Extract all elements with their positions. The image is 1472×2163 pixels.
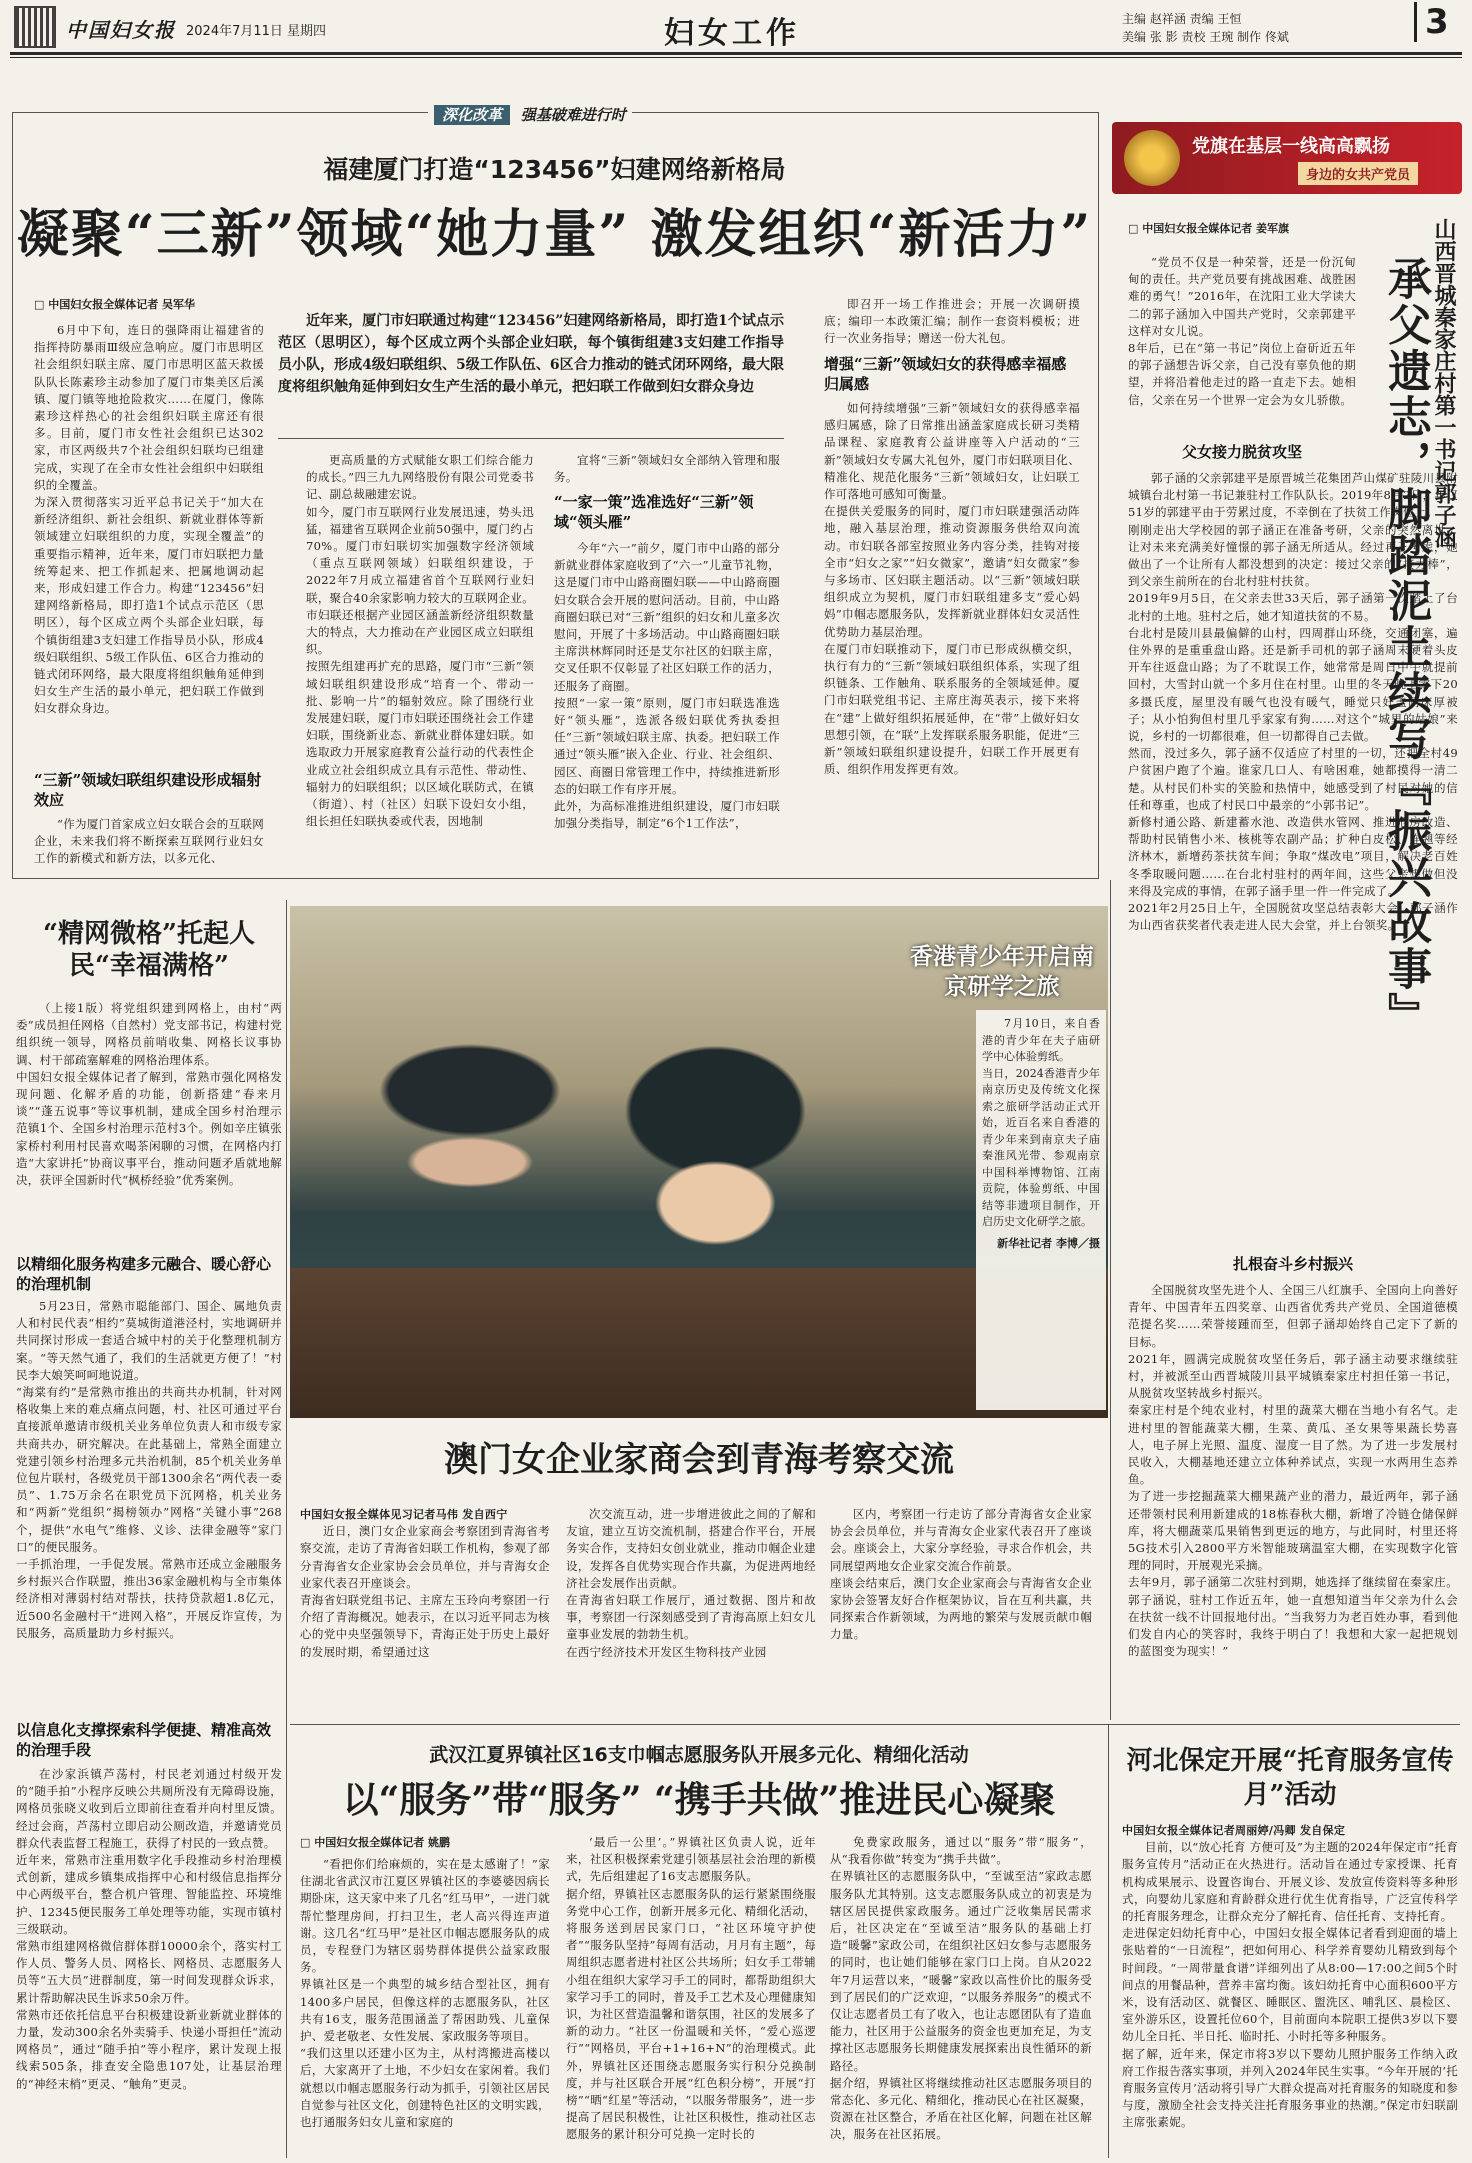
macau-headline: 澳门女企业家商会到青海考察交流 (444, 1440, 954, 1480)
photo-title: 香港青少年开启南京研学之旅 (910, 943, 1094, 1000)
photo (290, 906, 1108, 1418)
feature-subhead-1: “三新”领域妇联组织建设形成辐射效应 (34, 771, 262, 809)
macau-col-1-text: 近日，澳门女企业家商会考察团到青海省考察交流，走访了青海省妇联工作机构，参观了部分青海省女企业家协会会员单位，并与青海女企业家代表召开座谈会。 青海省妇联党组书记、主席左玉玲向考察团一行介绍了青海概况。她表示，在以习近平同志为核心的党中央坚强领导下，青海正处于历史上最好的发展时期，希望通过这 (300, 1524, 550, 1659)
masthead-rule (10, 52, 1462, 55)
photo-caption: 7月10日，来自香港的青少年在夫子庙研学中心体验剪纸。 当日，2024香港青少年南京历史及传统文化探索之旅研学活动正式开始，近百名来自香港的青少年来到南京夫子庙秦淮风光带、参观南京中国科举博物馆、江南贡院，体验剪纸、中国结等非遗项目制作，开启历史文化研学之旅。 (982, 1017, 1100, 1228)
feature-headline: 凝聚“三新”领域“她力量” 激发组织“新活力” (16, 204, 1093, 265)
sidebar-banner-title: 党旗在基层一线高高飘扬 (1192, 136, 1390, 157)
feature-byline: □ 中国妇女报全媒体记者 吴军华 (34, 298, 196, 311)
grid-p3 (16, 1766, 282, 2156)
macau-col-2-text: 次交流互动，进一步增进彼此之间的了解和友谊，建立互访交流机制，搭建合作平台，开展务实合作，支持妇女创业就业，推动巾帼企业建设，发挥各自优势实现合作共赢，为促进两地经济社会发展作出贡献。 在青海省妇联工作展厅，通过数据、图片和故事，考察团一行深刻感受到了青海高原上妇女儿童事业发展的勃勃生机。 在西宁经济技术开发区生物科技产业园 (566, 1507, 816, 1659)
baoding-body (1122, 1822, 1458, 2156)
qr-code-icon (14, 6, 56, 48)
grid-p2 (16, 1298, 282, 1720)
sidebar-banner-sub: 身边的女共产党员 (1298, 162, 1418, 185)
paper-name: 中国妇女报 (66, 18, 176, 42)
wuhan-col-2-text: ‘最后一公里’。”界镇社区负责人说，近年来，社区积极探索党建引领基层社会治理的新模式，先后组建起了16支志愿服务队。 据介绍，界镇社区志愿服务队的运行紧紧围绕服务党中心工作，创新开展多元化、精细化活动，将服务送到居民家门口，“社区环境守护使者”“服务队坚持”每周有活动，月月有主题”，每周组织志愿者进村社区公共场所；妇女手工带辅小组在组织大家学习手工的同时，都帮助组织大家学习手工的同时，普及手工艺术及心理健康知识，为社区营造温馨和谐氛围，社区的发展多了新的动力。“社区一份温暖和关怀，“爱心巡逻行”“网格员，平台+1+16+N”的治理模式。此外，界镇社区还围绕志愿服务实行积分兑换制度，并与社区联合开展“红色积分榜”，开展“打榜”“晒“红星”等活动，“以服务带服务”，进一步提高了居民积极性，让社区积极性，推动社区志愿服务的累计积分可兑换一定时长的 (566, 1835, 816, 2142)
party-emblem-icon (1124, 130, 1180, 186)
date-line: 2024年7月11日 星期四 (186, 24, 327, 39)
grid-headline: “精网微格”托起人民“幸福满格” (43, 919, 255, 981)
feature-col-2 (306, 452, 534, 870)
macau-col-1 (300, 1506, 550, 1716)
sidebar-banner (1112, 122, 1462, 194)
wuhan-headline: 以“服务”带“服务” “携手共做”推进民心凝聚 (342, 1779, 1056, 1821)
sidebar-subhead-1: 父女接力脱贫攻坚 (1181, 443, 1302, 461)
macau-byline: 中国妇女报全媒体见习记者马伟 发自西宁 (300, 1508, 508, 1521)
macau-col-2 (566, 1506, 816, 1716)
wuhan-col-1 (300, 1856, 550, 2156)
grid-divider (286, 900, 287, 2158)
grid-p2-text: 5月23日，常熟市聪能部门、国企、属地负责人和村民代表“相约”莫城街道港泾村，实地调研并共同探讨形成一套适合城中村的关于化整理机制方案。“等天然气通了，我们的生活就更方便了！”村民李大娘笑呵呵地说道。 “海棠有约”是常熟市推出的共商共办机制，针对网格收集上来的难点痛点问题，村、社区可通过平台直接派单邀请市级机关业务单位负责人和市级专家共商共办，研究解决。在此基础上，常熟全面建立党建引领乡村治理多元共治机制，85个机关业务单位包片联村，各级党员干部1300余名“两代表一委员”、1.75万余名在职党员下沉网格，机关业务和“两新”党组织“揭榜领办”网格“关键小事”268个，提供“水电气”维修、义诊、法律金融等“家门口”的便民服务。 一手抓治理，一手促发展。常熟市还成立金融服务乡村振兴合作联盟，推出36家金融机构与全市集体经济相对薄弱村结对帮扶，扶持贷款超1.8亿元，近500名金融村干“进网入格”，开展反诈宣传，为民服务，高质量助力乡村振兴。 (16, 1299, 282, 1640)
baoding-byline: 中国妇女报全媒体记者周丽婷/冯卿 发自保定 (1122, 1824, 1346, 1837)
sidebar-byline: □ 中国妇女报全媒体记者 姜军旗 (1128, 222, 1290, 235)
wuhan-col-3 (830, 1834, 1092, 2156)
wuhan-col-3-text: 免费家政服务，通过以“服务”带“服务”，从“我看你做”转变为“携手共做”。 在界镇社区的志愿服务队中，“至诚至洁”家政志愿服务队尤其特别。这支志愿服务队成立的初衷是为辖区居民提供家政服务。通过广泛收集居民需求后，社区决定在“至诚至洁”服务队的基础上打造“暖馨”家政公司，在组织社区妇女参与志愿服务的同时，也让她们能够在家门口上岗。自从2022年7月运营以来，“暖馨”家政以高性价比的服务受到了居民们的广泛欢迎，“以服务养服务”的模式不仅让志愿者员工有了收入，也让志愿团队有了造血能力，社区用于公益服务的资金也更加充足，为支撑社区志愿服务长期健康发展探索出良性循环的新路径。 据介绍，界镇社区将继续推动社区志愿服务项目的常态化、多元化、精细化，推动民心在社区凝聚，资源在社区整合，矛盾在社区化解，问题在社区解决，服务在社区拓展。 (830, 1835, 1092, 2142)
wuhan-col-1-text: “看把你们给麻烦的，实在是太感谢了！”家住湖北省武汉市江夏区界镇社区的李婆婆因病长期卧床，这天家中来了几名“红马甲”，一进门就帮忙整理房间，打扫卫生，老人高兴得连声道谢。这几名“红马甲”是社区巾帼志愿服务队的成员，专程登门为辖区弱势群体提供公益家政服务。 界镇社区是一个典型的城乡结合型社区，拥有1400多户居民，但像这样的志愿服务队，社区共有16支，服务范围涵盖了帮困助残、儿童保护、爱老敬老、女性发展、家政服务等项目。 “我们这里以还建小区为主，从村湾搬进高楼以后，大家离开了土地，不少妇女在家闲着。我们就想以巾帼志愿服务行动为抓手，引领社区居民自觉参与社区文化，创建特色社区的文明实践，也打通服务妇女儿童和家庭的 (300, 1857, 550, 2130)
feature-col-4b-text: 如何持续增强“三新”领域妇女的获得感幸福感归属感，除了日常推出涵盖家庭成长研习类精品课程、家庭教育公益讲座等入户活动的“三新”领域妇女专属大礼包外，厦门市妇联项目化、精准化、规范化服务“三新”领域妇女，让妇联工作可落地可感知可衡量。 在提供关爱服务的同时，厦门市妇联建强活动阵地，融入基层治理，推动资源服务供给双向流动。市妇联各部室按照业务内容分类，挂钩对接全市“妇女之家”“妇女微家”，邀请“妇女微家”参与多场市、区妇联主题活动。以“三新”领域妇联组织成立为契机，厦门市妇联组建多支“爱心妈妈”巾帼志愿服务队，发挥新就业群体妇女灵活性优势助力基层治理。 在厦门市妇联推动下，厦门市已形成纵横交织，执行有力的“三新”领域妇联组织体系，实现了组织链条、工作触角、联系服务的全领域延伸。厦门市妇联党组书记、主席庄海英表示，接下来将在“建”上做好组织拓展延伸，在“带”上做好妇女思想引领，在“联”上发挥联系服务职能，促进“三新”领域妇联组织建设提升，妇联工作开展更有质、组织作用发挥更有效。 (824, 401, 1080, 777)
baoding-divider (1108, 1724, 1109, 2158)
feature-col-1 (34, 322, 264, 760)
grid-p1 (16, 1000, 282, 1254)
feature-col-3b (554, 540, 780, 870)
macau-divider (290, 1724, 1460, 1725)
feature-col-3-text: 宜将“三新”领域妇女全部纳入管理和服务。 (554, 453, 780, 485)
feature-col-1b (34, 816, 264, 870)
feature-tag (428, 104, 632, 125)
feature-col-4-text: 即召开一场工作推进会；开展一次调研摸底；编印一本政策汇编；制作一套资料模板；进行一次业务指导；赠送一份大礼包。 (824, 297, 1080, 346)
masthead-rule-thin (10, 57, 1462, 58)
editors-line-2: 美编 张 影 责校 王琬 制作 佟斌 (1122, 30, 1289, 44)
feature-col-4 (824, 296, 1080, 350)
feature-col-2-text: 更高质量的方式赋能女职工们综合能力的成长。”四三九九网络股份有限公司党委书记、副总裁融建宏说。 如今，厦门市互联网行业发展迅速，势头迅猛，福建省互联网企业前50强中，厦门约占70%。厦门市妇联切实加强数字经济领域（重点互联网领域）妇联组织建设，于2022年7月成立福建省首个互联网行业妇联，聚合40余家影响力较大的互联网企业。市妇联还根据产业园区涵盖新经济组织数量大的特点，大力推动在产业园区成立妇联组织。 按照先组建再扩充的思路，厦门市“三新”领域妇联组织建设形成“培育一个、带动一批、影响一片”的辐射效应。除了围绕行业发展建妇联，厦门市妇联还围绕社会工作建妇联，围绕新业态、新就业群体建妇联。如选取政力开展家庭教育公益行动的代表性企业成立社会组织成立具有示范性、带动性、辐射力的妇联组织；以区域化联防式，在镇（街道）、村（社区）妇联下设妇女小组，组长担任妇联执委或代表，因地制 (306, 453, 534, 829)
feature-col-1b-text: “作为厦门首家成立妇女联合会的互联网企业，未来我们将不断探索互联网行业妇女工作的新模式和新方法，以多元化、 (34, 817, 264, 866)
wuhan-kicker: 武汉江夏界镇社区16支巾帼志愿服务队开展多元化、精细化活动 (429, 1744, 969, 1766)
feature-lead (278, 310, 784, 439)
feature-subhead-3: 增强“三新”领域妇女的获得感幸福感归属感 (824, 355, 1067, 393)
feature-lead-text: 近年来，厦门市妇联通过构建“123456”妇建网络新格局，即打造1个试点示范区（思明区），每个区成立两个头部企业妇联，每个镇街组建3支妇建工作指导员小队，形成4级妇联组织、5级工作队伍、6区合力推动的链式闭环网络，最大限度将组织触角延伸到妇女生产生活的最小单元，把妇联工作做到妇女群众身边 (278, 313, 784, 395)
sidebar-p3-text: 全国脱贫攻坚先进个人、全国三八红旗手、全国向上向善好青年、中国青年五四奖章、山西省优秀共产党员、全国道德模范提名奖……荣誉接踵而至，但郭子涵却始终自己定下了新的目标。 2021年，圆满完成脱贫攻坚任务后，郭子涵主动要求继续驻村，并被派至山西晋城陵川县平城镇秦家庄村担任第一书记，从脱贫攻坚转战乡村振兴。 秦家庄村是个纯农业村，村里的蔬菜大棚在当地小有名气。走进村里的智能蔬菜大棚，生菜、黄瓜、圣女果等果蔬长势喜人，电子屏上光照、温度、湿度一目了然。为了进一步发展村民收入，大棚基地还建立立体种养试点，实现一水两用生态养鱼。 为了进一步挖掘蔬菜大棚果蔬产业的潜力，最近两年，郭子涵还带领村民利用新建成的18栋春秋大棚，新增了冷链仓储保鲜库，将大棚蔬菜瓜果销售到更远的地方，与此同时，村里还将5G技术引入2800平方米智能玻璃温室大棚，在实现数字化管理的同时，开展观光采摘。 去年9月，郭子涵第二次驻村到期，她选择了继续留在秦家庄。郭子涵说，驻村工作近五年，她一直想知道当年父亲为什么会在扶贫一线不计回报地付出。“当我努力为老百姓办事，看到他们发自内心的笑容时，我终于明白了！我想和大家一起把规划的蓝图变为现实！” (1128, 1283, 1458, 1659)
sidebar-p1-text: “党员不仅是一种荣誉，还是一份沉甸甸的责任。共产党员要有挑战困难、战胜困难的勇气！”2016年，在沈阳工业大学读大二的郭子涵加入中国共产党时，父亲郭建平这样对女儿说。 8年后，已在“第一书记”岗位上奋斫近五年的郭子涵想告诉父亲，自己没有辜负他的期望，并将沿着他走过的路一直走下去。她相信，父亲在另一个世界一定会为女儿骄傲。 (1128, 255, 1356, 407)
sidebar-p2-text: 郭子涵的父亲郭建平是原晋城兰花集团芦山煤矿驻陵川县附城镇台北村第一书记兼驻村工作队队长。2019年8月2日，年仅51岁的郭建平由于劳累过度，不幸倒在了扶贫工作岗位上。 刚刚走出大学校园的郭子涵正在准备考研，父亲的突然离世，让对未来充满美好憧憬的郭子涵无所适从。经过再三考虑，她做出了一个让所有人都没想到的决定：接过父亲的“接力棒”，到父亲生前所在的台北村驻村扶贫。 2019年9月5日，在父亲去世33天后，郭子涵第一次踏上了台北村的土地。驻村之后，她才知道扶贫的不易。 台北村是陵川县最偏僻的山村，四周群山环绕，交通闭塞，遍住外界的是重重盘山路。还是新手司机的郭子涵周末硬着头皮开车往返盘山路；为了不耽误工作，她常常是周日中午就提前回村，大雪封山就一个多月住在村里。山里的冬天晚上零下20多摄氏度，屋里没有暖气也没有暖气，睡觉只好盖两床厚被子；从小怕狗但村里几乎家家有狗……对这个“城里的姑娘”来说，乡村的一切都很难，但一切都得自己去做。 然而，没过多久，郭子涵不仅适应了村里的一切，还把全村49户贫困户跑了个遍。谁家几口人、有啥困难，她都摸得一清二楚。从村民们朴实的笑脸和热情中，她感受到了村民对她的信任和尊重，也成了村民口中最亲的“小郭书记”。 新修村通公路、新建蓄水池、改造供水管网、推进危房改造、帮助村民销售小米、核桃等农副产品；扩种白皮松、连翘等经济林木，新增药茶扶贫车间；争取“煤改电”项目，解决老百姓冬季取暖问题……在台北村驻村的两年间，这些父亲想做但没来得及完成的事情，在郭子涵手里一件一件完成了。 2021年2月25日上午，全国脱贫攻坚总结表彰大会，郭子涵作为山西省获奖者代表走进人民大会堂，并上台领奖。 (1128, 471, 1458, 933)
feature-col-3b-text: 今年“六一”前夕，厦门市中山路的部分新就业群体家庭收到了“六一”儿童节礼物，这是厦门市中山路商圈妇联——中山路商圈妇女联合会开展的慰问活动。目前，中山路商圈妇联已对“三新”组织的妇女和儿童多次慰问，开展了十多场活动。中山路商圈妇联主席洪林辉同时还是艾尔社区的妇联主席，交叉任职不仅彰显了社区妇联工作的活力，还服务了商圈。 按照“一家一策”原则，厦门市妇联选准选好“领头雁”，选派各级妇联优秀执委担任“三新”领域妇联主席、执委。把妇联工作通过“领头雁”嵌入企业、行业、社会组织、园区、商圈日常管理工作中，持续推进新形态的妇联工作有序开展。 此外，为高标准推进组织建设，厦门市妇联加强分类指导，制定“6个1工作法”， (554, 541, 780, 831)
photo-credit: 新华社记者 李博／摄 (997, 1236, 1100, 1250)
grid-subhead-1: 以精细化服务构建多元融合、暖心舒心的治理机制 (16, 1255, 272, 1293)
feature-tag-slogan: 强基破难进行时 (520, 106, 626, 124)
editors-line-1: 主编 赵祥涵 责编 王恒 (1122, 12, 1242, 26)
macau-col-3 (830, 1506, 1092, 1716)
grid-subhead-2: 以信息化支撑探索科学便捷、精准高效的治理手段 (16, 1721, 272, 1759)
section-title: 妇女工作 (664, 16, 800, 51)
wuhan-byline: □ 中国妇女报全媒体记者 姚鹏 (300, 1836, 451, 1849)
feature-subhead-2: “一家一策”选准选好“三新”领域“领头雁” (554, 493, 754, 531)
grid-p1-text: （上接1版）将党组织建到网格上，由村“两委”成员担任网格（自然村）党支部书记，构建村党组织统一领导，网格员前哨收集、网格长议事协调、村干部疏塞解难的网格治理体系。 中国妇女报全媒体记者了解到，常熟市强化网格发现问题、化解矛盾的功能，创新搭建“春来月谈”“蓬五说事”等议事机制，建成全国乡村治理示范镇1个、全国乡村治理示范村3个。例如辛庄镇张家桥村利用村民喜欢喝茶闲聊的习惯，在网格内打造“大家讲托”协商议事平台，推动问题矛盾就地解决，获评全国新时代“枫桥经验”优秀案例。 (16, 1001, 282, 1188)
feature-tag-label: 深化改革 (434, 105, 510, 125)
sidebar-p3 (1128, 1282, 1458, 1659)
sidebar-title-small: 山西晋城秦家庄村第一书记郭子涵 (1431, 218, 1457, 548)
sidebar-divider (1110, 880, 1111, 1720)
sidebar-title-big: 承父遗志，脚踏泥土续写『振兴故事』 (1380, 256, 1431, 1038)
macau-col-3-text: 区内，考察团一行走访了部分青海省女企业家协会会员单位，并与青海女企业家代表召开了座谈会。座谈会上，大家分享经验，寻求合作机会，共同展望两地女企业家交流合作前景。 座谈会结束后，澳门女企业家商会与青海省女企业家协会签署友好合作框架协议，旨在互利共赢，共同探索合作新领域，为两地的繁荣与发展贡献巾帼力量。 (830, 1507, 1092, 1642)
baoding-headline: 河北保定开展“托育服务宣传月”活动 (1126, 1746, 1454, 1810)
photo-caption-box (976, 1010, 1106, 1410)
wuhan-col-2 (566, 1834, 816, 2156)
baoding-body-text: 目前，以“放心托育 方便可及”为主题的2024年保定市“托育服务宣传月”活动正在火热进行。活动旨在通过专家授课、托育机构成果展示、设置咨询台、开展义诊、发放宣传资料等多种形式，向婴幼儿家庭和育龄群众进行优生优育指导，广泛宣传科学的托育服务理念，让群众充分了解托育、信任托育、支持托育。 走进保定妇幼托育中心，中国妇女报全媒体记者看到迎面的墙上张贴着的“一日流程”，把如何用心、科学养育婴幼儿精致到每个时间段。“一周带量食谱”详细列出了从8:00—17:00之间5个时间点的用餐品种，营养丰富均衡。该妇幼托育中心面积600平方米，设有活动区、就餐区、睡眠区、盥洗区、哺乳区、晨检区、室外游乐区，设置托位60个，目前面向本院职工提供3岁以下婴幼儿全日托、半日托、临时托、小时托等多种服务。 据了解，近年来，保定市将3岁以下婴幼儿照护服务工作纳入政府工作报告落实事项，并列入2024年民生实事。“今年开展的‘托育服务宣传月’活动将引导广大群众提高对托育服务的知晓度和参与度，激励全社会支持关注托育服务事业的热潮。”保定市妇联副主席张素妮。 (1122, 1840, 1458, 2130)
grid-p3-text: 在沙家浜镇芦荡村，村民老刘通过村级开发的“随手拍”小程序反映公共厕所没有无障碍设施，网格员张晓义收到后立即前往查看并向村里反馈。经过会商，芦荡村立即启动公厕改造，并邀请党员群众代表监督工程施工，获得了村民的一致点赞。 近年来，常熟市注重用数字化手段推动乡村治理模式创新，建成乡镇集成指挥中心和村级信息指挥分中心两级平台，整合机户管理、智能监控、环境维护、12345便民服务工单处理等功能，实现市镇村三级联动。 常熟市组建网格微信群体群10000余个，落实村工作人员、警务人员、网格长、网格员、志愿服务人员等“五大员”进群制度，第一时间发现群众诉求，累计帮助解决民生诉求50余万件。 常熟市还依托信息平台积极建设新业新就业群体的力量，发动300余名外卖骑手、快递小哥担任“流动网格员”，通过“随手拍”等小程序，累计发现上报线索505条，排查安全隐患107处，让基层治理的“神经末梢”更灵、“触角”更灵。 (16, 1767, 282, 2091)
feature-kicker: 福建厦门打造“123456”妇建网络新格局 (323, 155, 786, 184)
sidebar-subhead-2: 扎根奋斗乡村振兴 (1232, 1255, 1353, 1273)
feature-col-4b (824, 400, 1080, 870)
sidebar-p1 (1128, 254, 1356, 436)
masthead (0, 0, 1472, 52)
feature-col-3 (554, 452, 780, 488)
page-number: 3 (1414, 2, 1449, 42)
feature-col-1-text: 6月中下旬，连日的强降雨让福建省的指挥持防暴雨Ⅲ级应急响应。厦门市思明区社会组织妇联主席、厦门市思明区蓝天救援队队长陈素珍主动参加了厦门市集美区后溪镇、厦门镇等地抢险救灾……在厦门，像陈素珍这样热心的社会组织妇联主席还有很多。目前，厦门市女性社会组织已达302家，市区两级共7个社会组织妇联均已组建完成，实现了在全市女性社会组织中妇联组织的全覆盖。 为深入贯彻落实习近平总书记关于“加大在新经济组织、新社会组织、新就业群体等新领域建立妇联组织的力度，实现全覆盖”的重要指示精神，近年来，厦门市妇联把力量统筹起来、把工作抓起来、把属地调动起来，形成妇建工作合力。构建“123456”妇建网络新格局，即打造1个试点示范区（思明区），每个区成立两个头部企业妇联，每个镇街组建3支妇建工作指导员小队，形成4级妇联组织、5级工作队伍、6区合力推动的链式闭环网络，最大限度将组织触角延伸到妇女生产生活的最小单元，把妇联工作做到妇女群众身边。 (34, 323, 264, 716)
